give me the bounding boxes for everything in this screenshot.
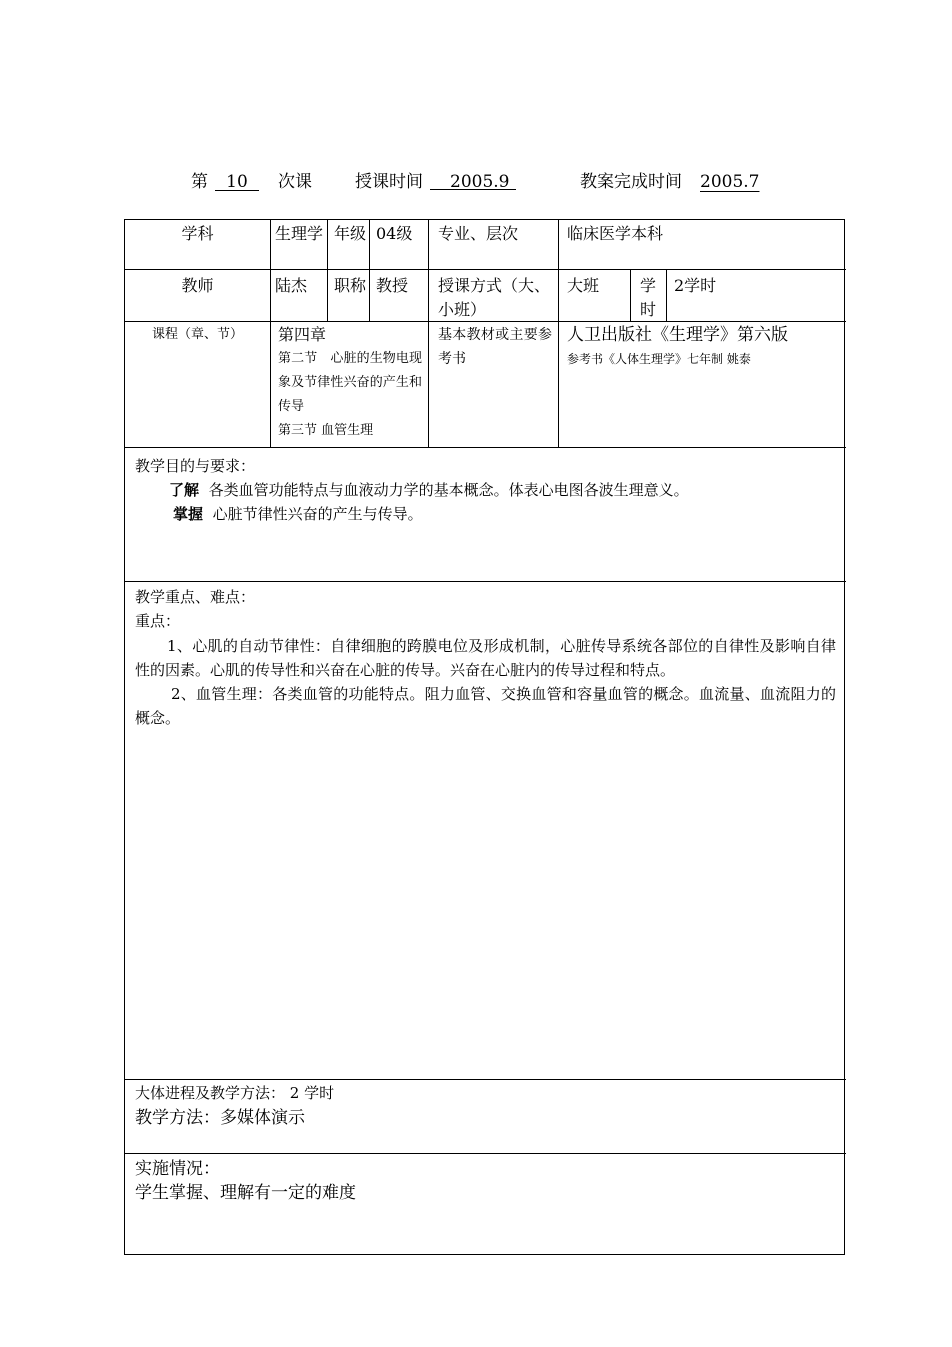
course-section-3: 第三节 血管生理	[278, 423, 374, 438]
reference-book: 参考书《人体生理学》七年制 姚泰	[567, 352, 751, 366]
method-label: 授课方式（大、小班）	[438, 276, 551, 319]
progress-label: 大体进程及教学方法：	[135, 1084, 286, 1102]
teacher-label: 教师	[181, 276, 214, 295]
major-value: 临床医学本科	[567, 224, 664, 243]
major-label: 专业、层次	[438, 224, 519, 243]
textbook-label: 基本教材或主要参考书	[438, 327, 552, 367]
goal-understand	[169, 478, 836, 502]
progress-hours: 2 学时	[289, 1084, 335, 1102]
row-divider-4	[125, 581, 846, 582]
progress-line	[135, 1081, 836, 1105]
lesson-header	[0, 170, 952, 194]
keypoints-subheading: 重点：	[135, 612, 181, 630]
textbook-value: 人卫出版社《生理学》第六版	[567, 325, 788, 345]
title-value: 教授	[376, 276, 409, 295]
lesson-suffix: 次课	[278, 172, 312, 192]
hours-label: 学时	[640, 276, 657, 319]
col-divider	[666, 270, 667, 321]
row-divider-5	[125, 1079, 846, 1080]
subject-value: 生理学	[275, 224, 324, 243]
implementation-text: 学生掌握、理解有一定的难度	[135, 1183, 356, 1203]
lesson-number: 10	[215, 170, 259, 191]
keypoint-item-2: 2、血管生理：各类血管的功能特点。阻力血管、交换血管和容量血管的概念。血流量、血流阻力的概念。	[135, 685, 836, 727]
plan-time-value: 2005.7	[700, 172, 760, 192]
course-section-2: 第二节 心脏的生物电现象及节律性兴奋的产生和传导	[278, 351, 422, 414]
teacher-value: 陆杰	[275, 276, 308, 295]
subject-label: 学科	[181, 224, 214, 243]
col-divider	[270, 220, 271, 447]
keypoints-heading: 教学重点、难点：	[135, 588, 256, 606]
teach-time-label: 授课时间	[355, 172, 423, 192]
col-divider	[428, 220, 429, 447]
row-divider-1	[125, 269, 846, 270]
plan-time-label: 教案完成时间	[580, 172, 682, 192]
lesson-prefix: 第	[191, 172, 208, 192]
row-divider-3	[125, 447, 846, 448]
method-value: 大班	[567, 276, 600, 295]
goals-heading: 教学目的与要求：	[135, 457, 256, 475]
col-divider	[327, 220, 328, 321]
grade-label: 年级	[334, 224, 367, 243]
title-label: 职称	[334, 276, 367, 295]
understand-text: 各类血管功能特点与血液动力学的基本概念。体表心电图各波生理意义。	[208, 481, 689, 499]
lesson-plan-table	[124, 219, 845, 1255]
progress-method: 教学方法：多媒体演示	[135, 1108, 305, 1128]
master-text: 心脏节律性兴奋的产生与传导。	[212, 505, 423, 523]
goal-master	[173, 502, 836, 526]
implementation-label: 实施情况：	[135, 1159, 220, 1179]
hours-value: 2学时	[674, 276, 717, 295]
teach-time-value: 2005.9	[430, 170, 516, 190]
col-divider	[630, 270, 631, 321]
keypoint-item-1: 1、心肌的自动节律性：自律细胞的跨膜电位及形成机制，心脏传导系统各部位的自律性及影响自律性的因素。心肌的传导性和兴奋在心脏的传导。兴奋在心脏内的传导过程和特点。	[135, 637, 836, 679]
master-label: 掌握	[173, 505, 204, 523]
course-chapter: 第四章	[278, 325, 327, 344]
understand-label: 了解	[169, 481, 200, 499]
col-divider	[558, 220, 559, 447]
grade-value: 04级	[376, 224, 413, 243]
row-divider-6	[125, 1153, 846, 1154]
course-label: 课程（章、节）	[151, 327, 243, 342]
col-divider	[369, 220, 370, 321]
